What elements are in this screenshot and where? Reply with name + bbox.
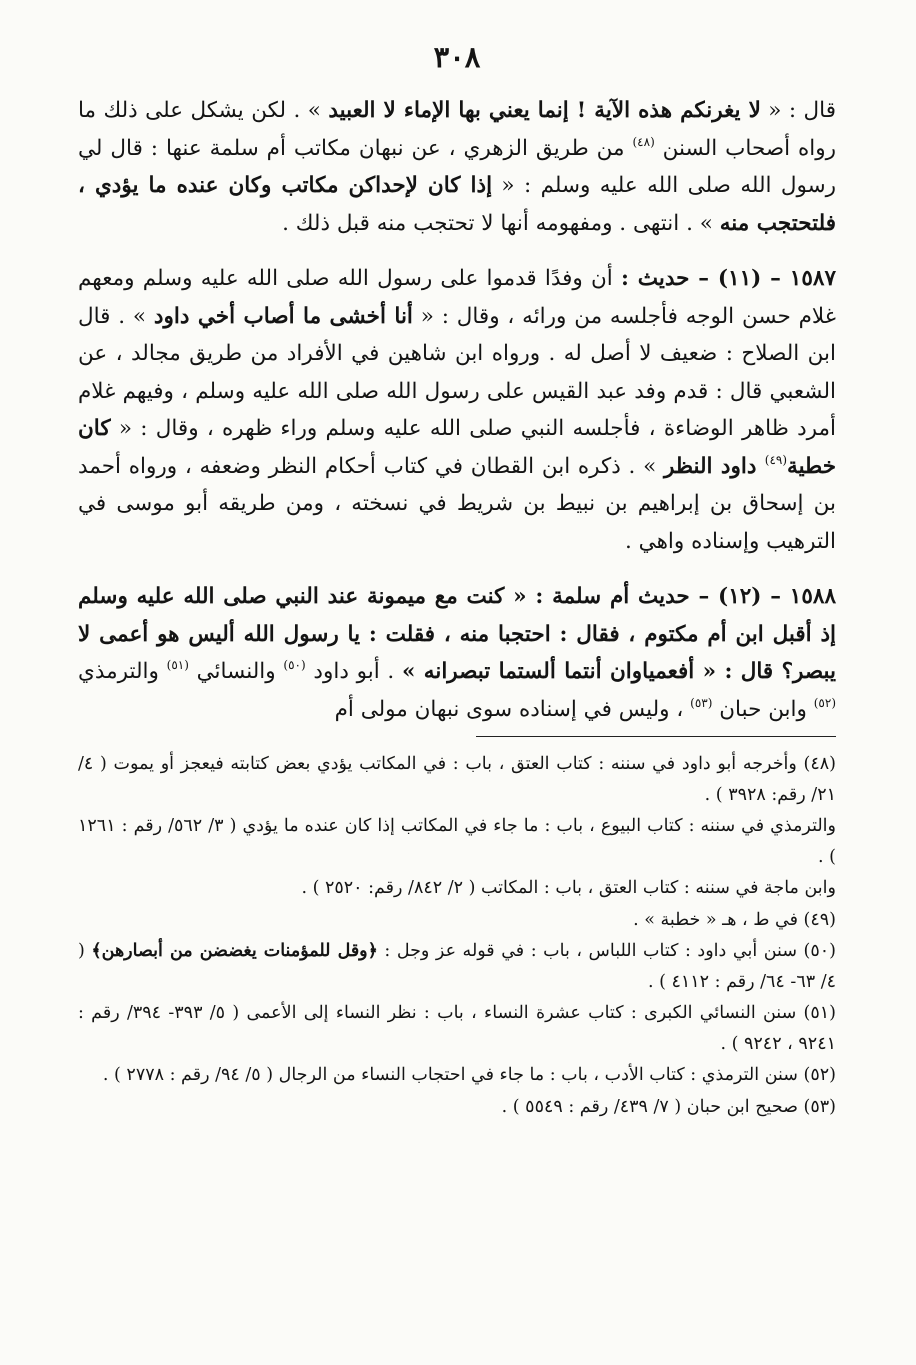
text-segment: » . انتهى . ومفهومه أنها لا تحتجب منه قبل ذلك .: [282, 210, 720, 236]
text-segment: (٥١) سنن النسائي الكبرى : كتاب عشرة النساء ، باب : نظر النساء إلى الأعمى ( ٥/ ٣٩٣- ٣٩٤/ رقم : ٩٢٤١ ، ٩٢٤٢ ) .: [78, 1003, 836, 1054]
text-segment: من طريق الزهري ، عن نبهان مكاتب أم سلمة عنها : قال لي رسول الله صلى الله عليه وسلم : «: [78, 135, 836, 198]
text-segment: ، وليس في إسناده سوى نبهان مولى أم: [334, 696, 691, 722]
footnote-marker: (٤٨): [632, 134, 655, 149]
text-segment: والنسائي: [188, 659, 284, 684]
text-segment: (٥٢) سنن الترمذي : كتاب الأدب ، باب : ما جاء في احتجاب النساء من الرجال ( ٥/ ٩٤/ رقم : ٢٧٧٨ ) .: [102, 1065, 836, 1085]
paragraph-hadith-1587: [78, 260, 836, 560]
text-segment: قال : «: [760, 98, 836, 123]
text-segment: وابن ماجة في سننه : كتاب العتق ، باب : المكاتب ( ٢/ ٨٤٢/ رقم: ٢٥٢٠ ) .: [301, 878, 836, 898]
footnote: [78, 1092, 836, 1123]
paragraph-hadith-1588: [78, 578, 836, 728]
bold-text-segment: لا يغرنكم هذه الآية ! إنما يعني بها الإماء لا العبيد: [328, 98, 761, 123]
footnote: [78, 749, 836, 810]
footnote: [78, 998, 836, 1059]
bold-text-segment: ١٥٨٧ – (١١) – حديث :: [620, 266, 836, 291]
footnote-marker: (٥٢): [813, 695, 836, 710]
footnote: [78, 1060, 836, 1091]
text-segment: وابن حبان: [712, 696, 814, 722]
text-segment: . أبو داود: [305, 659, 402, 684]
text-segment: (٤٨) وأخرجه أبو داود في سننه : كتاب العتق ، باب : في المكاتب يؤدي بعض كتابته فيعجز أو يموت ( ٤/ ٢١/ رقم: ٣٩٢٨ ) .: [78, 754, 836, 805]
text-segment: (٤٩) في ط ، هـ « خطبة » .: [633, 909, 836, 930]
bold-text-segment: داود النظر: [664, 453, 765, 479]
bold-text-segment: ١٥٨٨ – (١٢) – حديث أم سلمة : « كنت مع ميمونة عند النبي صلى الله عليه وسلم إذ أقبل ابن أم مكتوم ، فقال : احتجبا منه ، فقلت : يا رسول الله أليس هو أعمى لا يبصر؟ قال : « أفعمياوان أنتما ألستما تبصرانه »: [78, 584, 836, 684]
footnote-separator: [476, 736, 836, 737]
text-segment: » . قال ابن الصلاح : ضعيف لا أصل له . ورواه ابن شاهين في الأفراد من طريق مجالد ، عن الشعبي قال : قدم وفد عبد القيس على رسول الله صلى الله عليه وسلم ، وفيهم غلام أمرد ظاهر الوضاءة ، فأجلسه النبي صلى الله عليه وسلم وراء ظهره ، وقال : «: [78, 303, 836, 441]
footnotes: [78, 749, 836, 1122]
footnote-marker: (٥٠): [283, 658, 306, 672]
footnote-marker: (٤٩): [764, 452, 788, 467]
bold-text-segment: كان خطية: [78, 416, 836, 479]
footnote: [78, 811, 836, 872]
page-number: ٣٠٨: [433, 40, 481, 74]
text-segment: والترمذي في سننه : كتاب البيوع ، باب : ما جاء في المكاتب إذا كان عنده ما يؤدي ( ٣/ ٥٦٢/ رقم : ١٢٦١ ) .: [78, 816, 836, 867]
bold-text-segment: إذا كان لإحداكن مكاتب وكان عنده ما يؤدي ، فلتحتجب منه: [78, 173, 836, 236]
text-segment: والترمذي: [78, 659, 167, 684]
text-segment: (٥٠) سنن أبي داود : كتاب اللباس ، باب : في قوله عز وجل :: [377, 941, 836, 961]
footnote: [78, 936, 836, 997]
book-page: [78, 40, 836, 1345]
text-segment: » . ذكره ابن القطان في كتاب أحكام النظر وضعفه ، ورواه أحمد بن إسحاق بن إبراهيم بن نبيط بن شريط في نسخته ، ومن طريقه أبو موسى في الترهيب وإسناده واهي .: [78, 453, 836, 554]
footnote: [78, 905, 836, 936]
text-segment: ( ٤/ ٦٣- ٦٤/ رقم : ٤١١٢ ) .: [78, 941, 836, 992]
text-segment: (٥٣) صحيح ابن حبان ( ٧/ ٤٣٩/ رقم : ٥٥٤٩ ) .: [501, 1096, 836, 1117]
bold-text-segment: ﴿وقل للمؤمنات يغضضن من أبصارهن﴾: [91, 941, 378, 961]
text-segment: » . لكن يشكل على ذلك ما رواه أصحاب السنن: [78, 98, 836, 161]
main-text: [78, 92, 836, 728]
footnote-marker: (٥١): [166, 658, 189, 672]
bold-text-segment: أنا أخشى ما أصاب أخي داود: [153, 303, 413, 329]
paragraph-intro: [78, 92, 836, 242]
footnote-marker: (٥٣): [690, 695, 713, 710]
footnote: [78, 873, 836, 904]
text-segment: أن وفدًا قدموا على رسول الله صلى الله عليه وسلم ومعهم غلام حسن الوجه فأجلسه من ورائه ، وقال : «: [78, 266, 836, 329]
